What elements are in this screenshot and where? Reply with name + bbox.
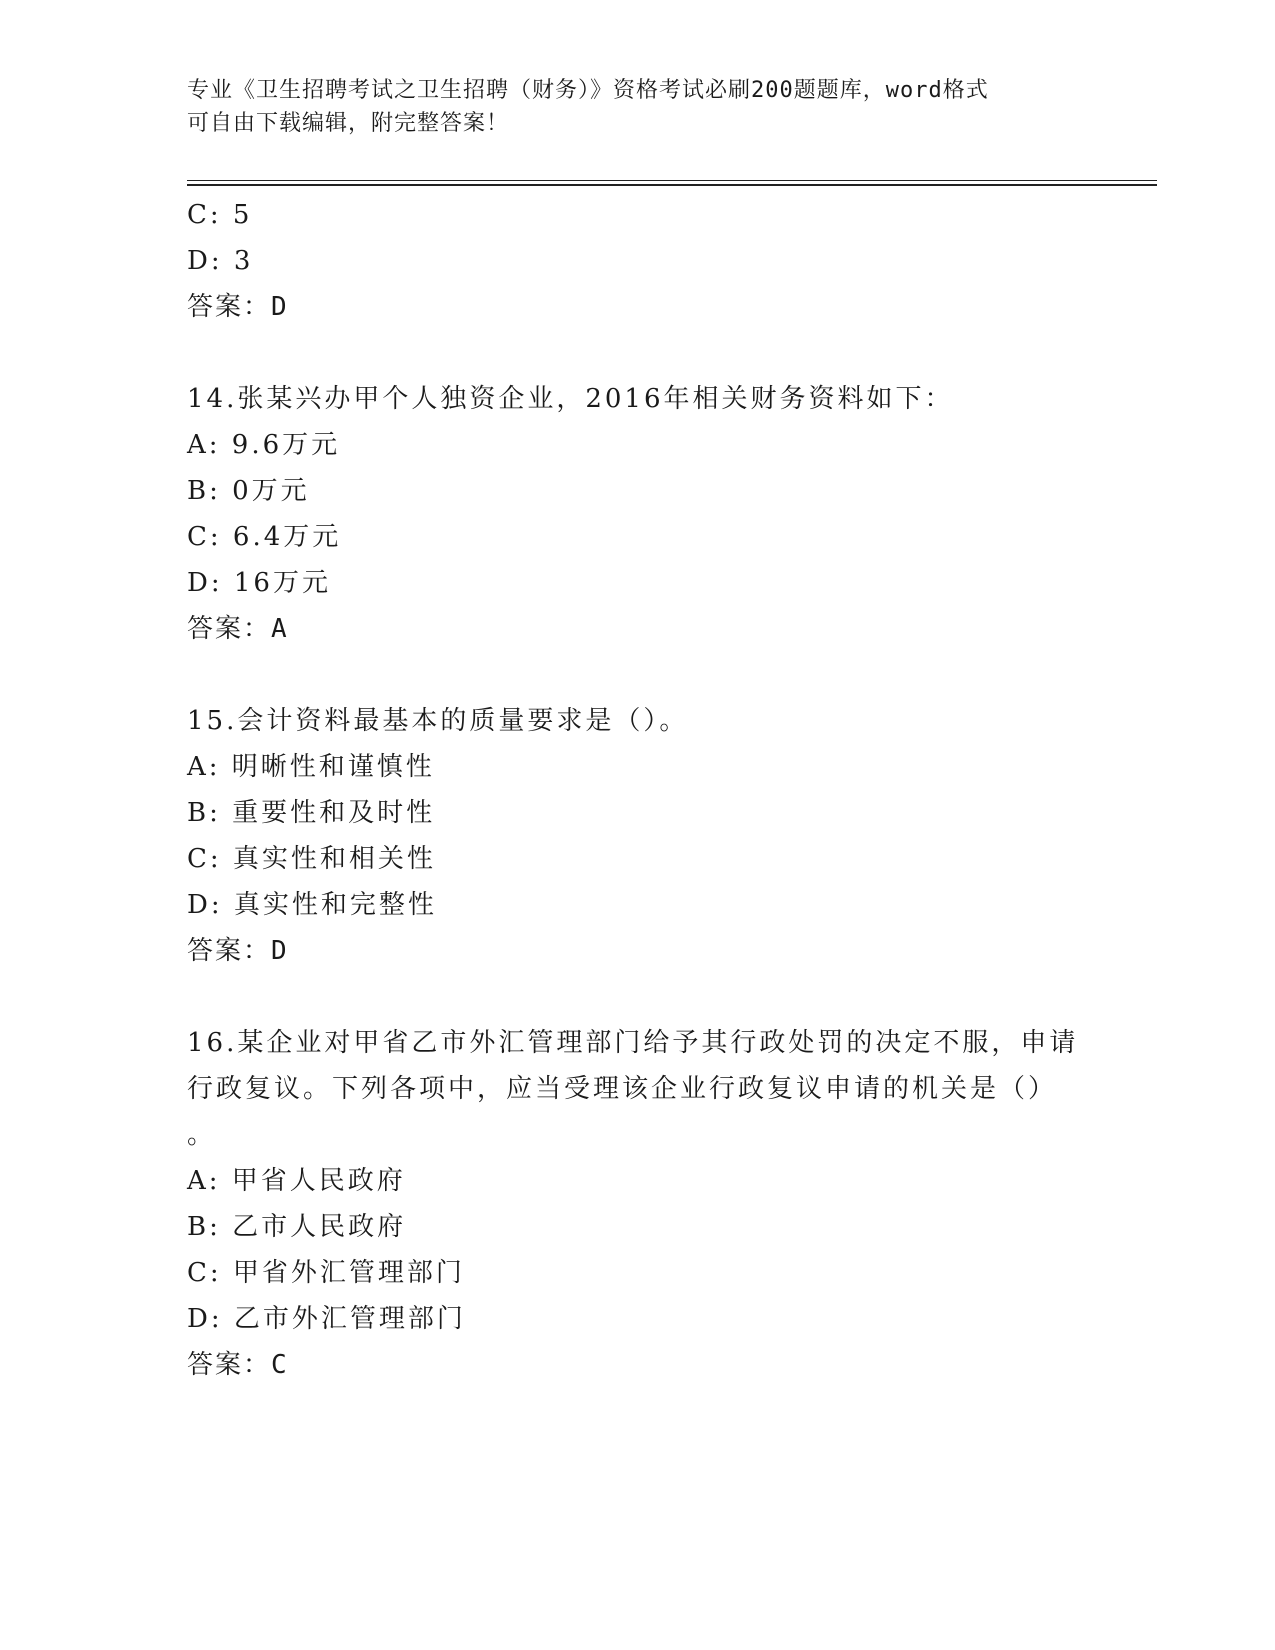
question-block-15 [187,698,1087,974]
option-a: A: 甲省人民政府 [187,1166,406,1196]
option-d: D: 3 [187,246,254,276]
option-d: D: 真实性和完整性 [187,890,437,920]
spacer [187,974,1087,1020]
header-line-1: 专业《卫生招聘考试之卫生招聘（财务）》资格考试必刷200题题库，word格式 [187,78,989,103]
option-c: C: 真实性和相关性 [187,844,436,874]
question-block-16 [187,1020,1087,1388]
question-text [187,1020,1087,1158]
option-b: B: 乙市人民政府 [187,1212,407,1242]
option-b: B: 0万元 [187,476,310,506]
document-header [187,74,1087,140]
header-divider-thick [187,184,1157,186]
option-b: B: 重要性和及时性 [187,798,436,828]
question-text: 15.会计资料最基本的质量要求是（）。 [187,706,689,736]
header-line-2: 可自由下载编辑，附完整答案！ [187,111,510,136]
option-c: C: 6.4万元 [187,522,342,552]
option-c: C: 甲省外汇管理部门 [187,1258,465,1288]
question-line-2: 行政复议。下列各项中，应当受理该企业行政复议申请的机关是（） [187,1074,1058,1104]
answer-line: 答案：C [187,1350,289,1380]
option-a: A: 明晰性和谨慎性 [187,752,435,782]
question-block-previous [187,192,1087,330]
option-d: D: 乙市外汇管理部门 [187,1304,466,1334]
header-divider-thin [187,180,1157,181]
option-d: D: 16万元 [187,568,331,598]
question-list [187,192,1087,1388]
spacer [187,652,1087,698]
question-line-3: 。 [187,1120,217,1150]
option-a: A: 9.6万元 [187,430,341,460]
answer-line: 答案：D [187,292,289,322]
answer-line: 答案：D [187,936,289,966]
question-line-1: 16.某企业对甲省乙市外汇管理部门给予其行政处罚的决定不服，申请 [187,1028,1079,1058]
answer-line: 答案：A [187,614,289,644]
option-c: C: 5 [187,200,253,230]
question-block-14 [187,376,1087,652]
spacer [187,330,1087,376]
question-text: 14.张某兴办甲个人独资企业，2016年相关财务资料如下： [187,384,954,414]
